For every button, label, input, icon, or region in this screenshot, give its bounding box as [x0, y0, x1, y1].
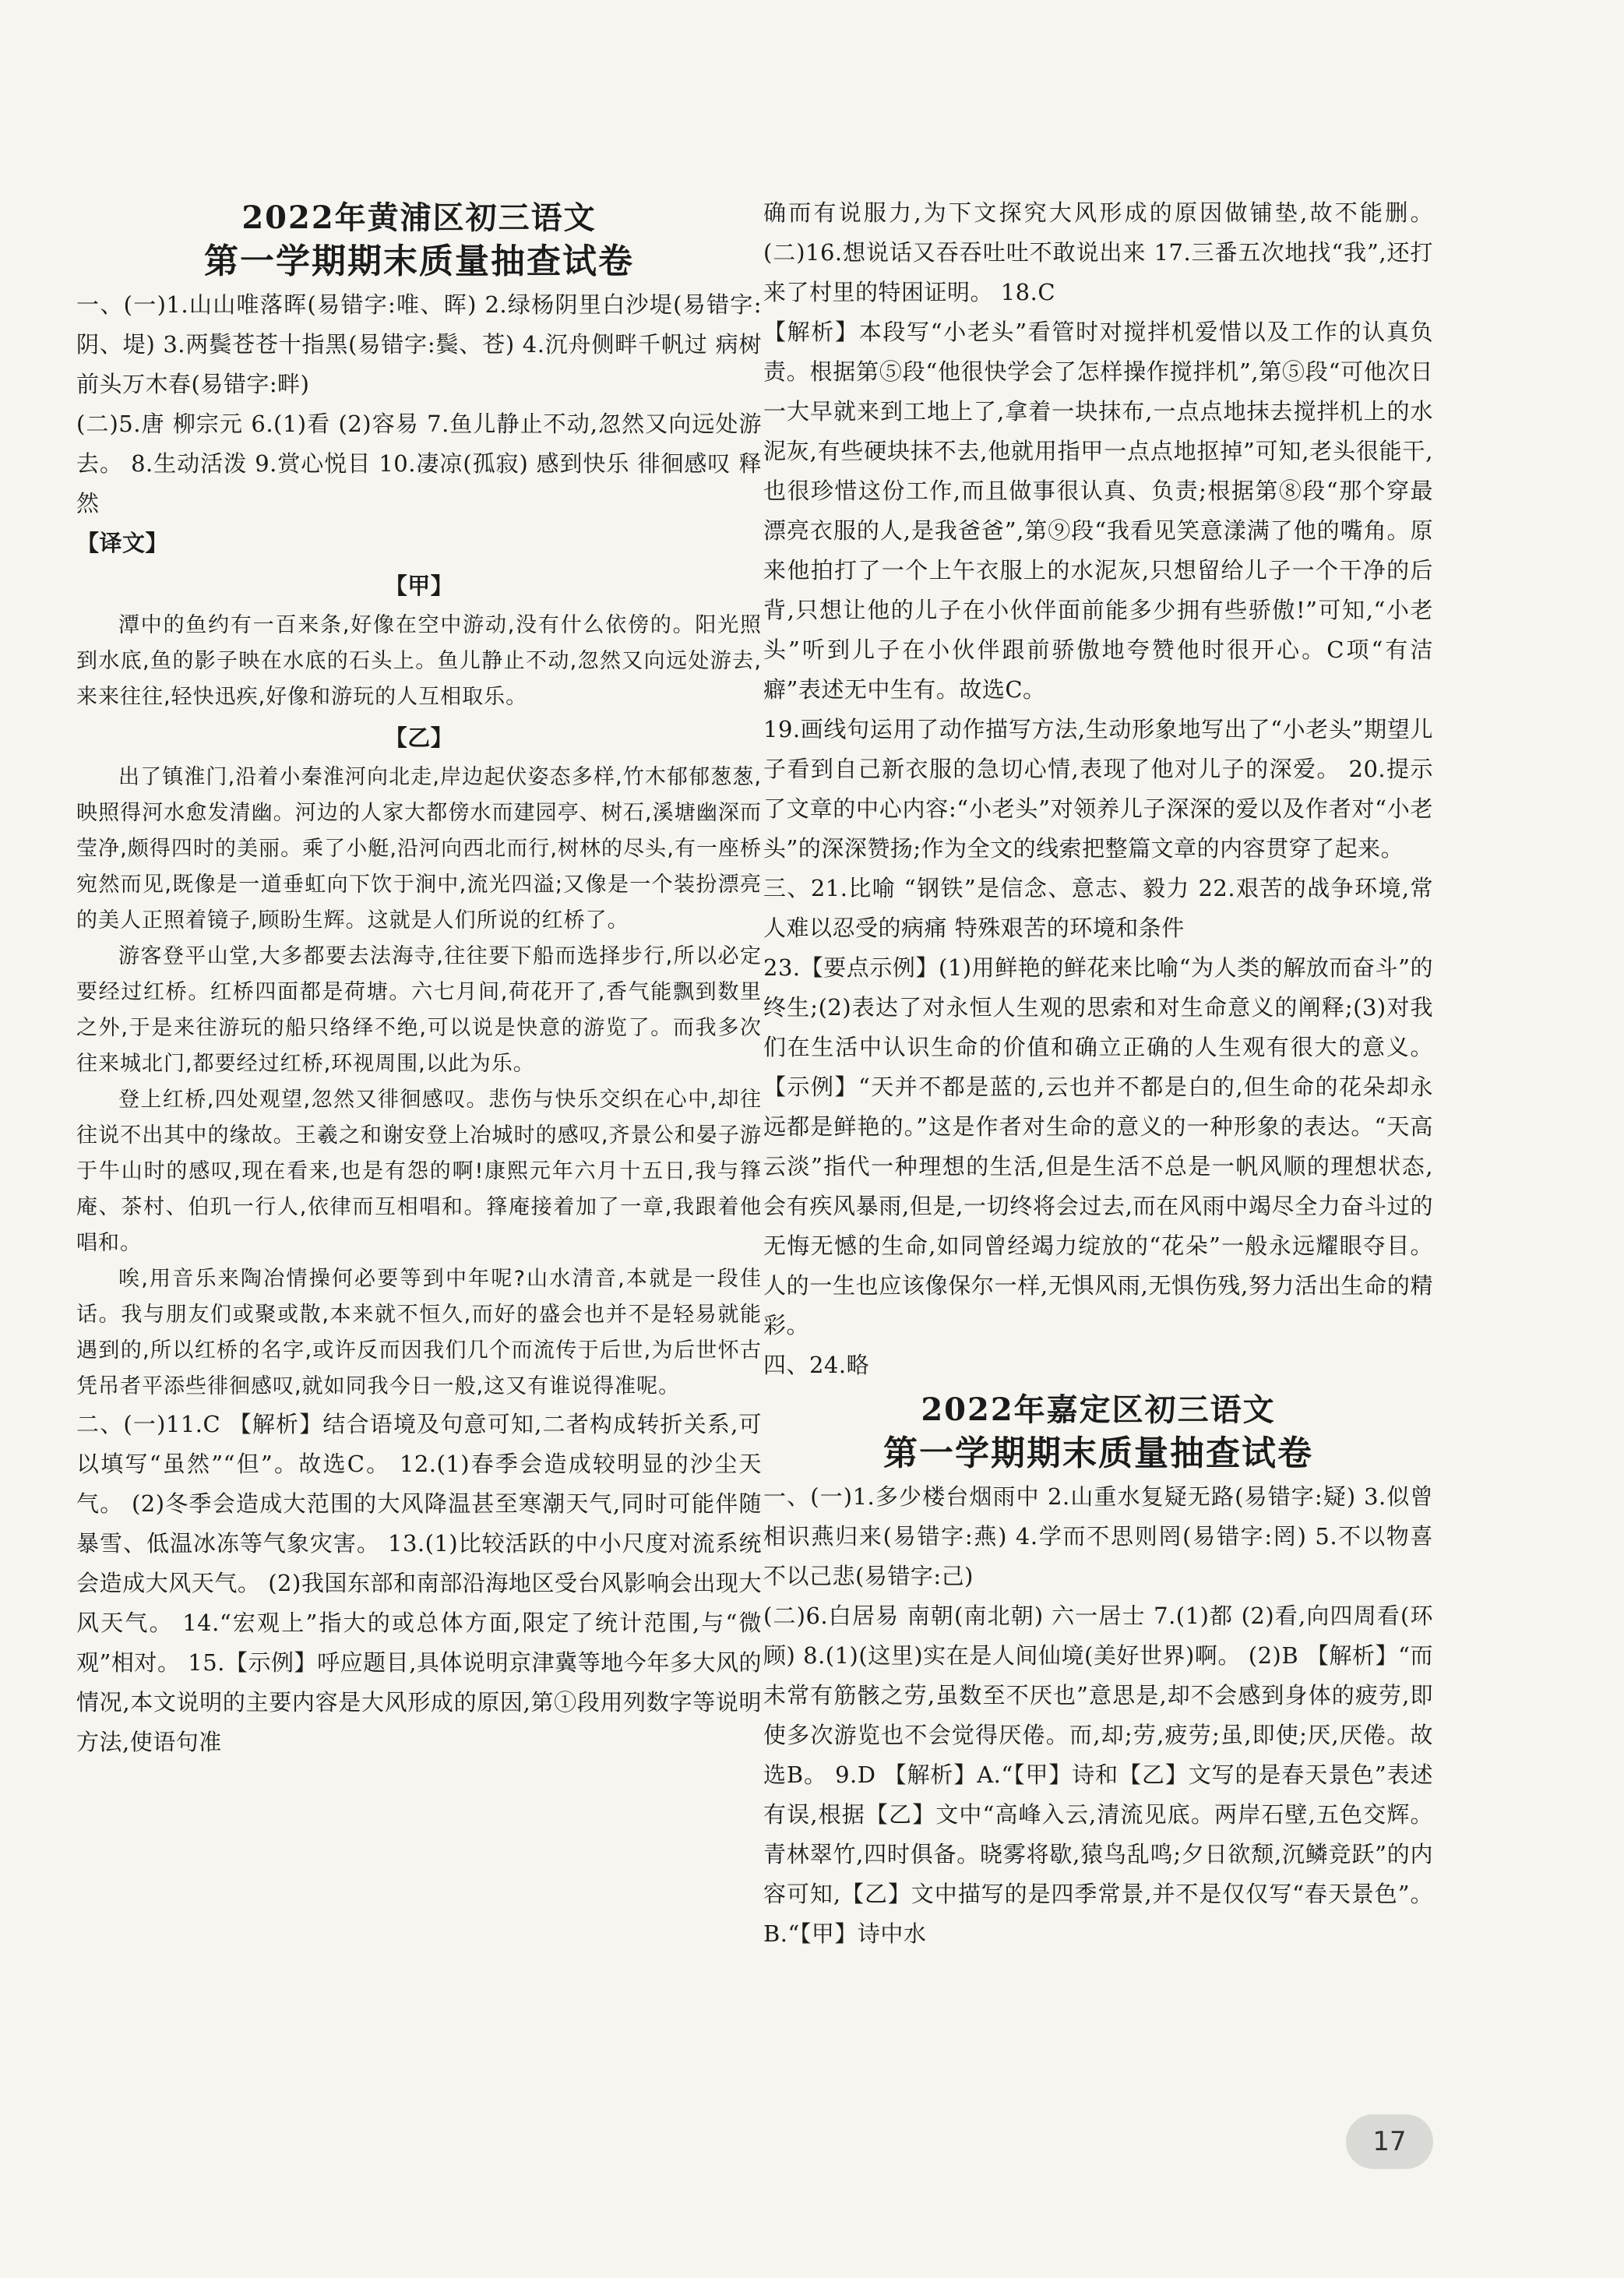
page-number: 17 [1346, 2114, 1433, 2169]
answer-paragraph: 确而有说服力,为下文探究大风形成的原因做铺垫,故不能删。 (二)16.想说话又吞吞吐吐不敢说出来 17.三番五次地找“我”,还打来了村里的特困证明。 18.C [763, 199, 1433, 305]
answer-paragraph: 19.画线句运用了动作描写方法,生动形象地写出了“小老头”期望儿子看到自己新衣服的急切心情,表现了他对儿子的深爱。 20.提示了文章的中心内容:“小老头”对领养儿子深深的爱以及作者对“小老头”的深深赞扬;作为全文的线索把整篇文章的内容贯穿了起来。 [763, 716, 1433, 862]
translation-paragraph: 出了镇淮门,沿着小秦淮河向北走,岸边起伏姿态多样,竹木郁郁葱葱,映照得河水愈发清幽。河边的人家大都傍水而建园亭、树石,溪塘幽深而莹净,颇得四时的美丽。乘了小艇,沿河向西北而行,树林的尽头,有一座桥宛然而见,既像是一道垂虹向下饮于涧中,流光四溢;又像是一个装扮漂亮的美人正照着镜子,顾盼生辉。这就是人们所说的红桥了。 [76, 765, 762, 933]
answer-paragraph: (二)6.白居易 南朝(南北朝) 六一居士 7.(1)都 (2)看,向四周看(环顾) 8.(1)(这里)实在是人间仙境(美好世界)啊。 (2)B 【解析】“而未常有筋骸之劳,虽数至不厌也”意思是,却不会感到身体的疲劳,即使多次游览也不会觉得厌倦。而,却;劳,疲劳;虽,即使;厌,厌倦。故选B。 9.D 【解析】A.“【甲】诗和【乙】文写的是春天景色”表述有误,根据【乙】文中“高峰入云,清流见底。两岸石壁,五色交辉。青林翠竹,四时俱备。晓雾将歇,猿鸟乱鸣;夕日欲颓,沉鳞竞跃”的内容可知,【乙】文中描写的是四季常景,并不是仅仅写“春天景色”。B.“【甲】诗中水 [763, 1603, 1433, 1947]
translation-paragraph: 唉,用音乐来陶冶情操何必要等到中年呢?山水清音,本就是一段佳话。我与朋友们或聚或散,本来就不恒久,而好的盛会也并不是轻易就能遇到的,所以红桥的名字,或许反而因我们几个而流传于后世,为后世怀古凭吊者平添些徘徊感叹,就如同我今日一般,这又有谁说得准呢。 [76, 1267, 762, 1398]
answer-paragraph: 23.【要点示例】(1)用鲜艳的鲜花来比喻“为人类的解放而奋斗”的终生;(2)表达了对永恒人生观的思索和对生命意义的阐释;(3)对我们在生活中认识生命的价值和确立正确的人生观有很大的意义。【示例】“天并不都是蓝的,云也并不都是白的,但生命的花朵却永远都是鲜艳的。”这是作者对生命的意义的一种形象的表达。“天高云淡”指代一种理想的生活,但是生活不总是一帆风顺的理想状态,会有疾风暴雨,但是,一切终将会过去,而在风雨中竭尽全力奋斗过的无悔无憾的生命,如同曾经竭力绽放的“花朵”一般永远耀眼夺目。人的一生也应该像保尔一样,无惧风雨,无惧伤残,努力活出生命的精彩。 [763, 954, 1433, 1338]
translation-paragraph: 游客登平山堂,大多都要去法海寺,往往要下船而选择步行,所以必定要经过红桥。红桥四面都是荷塘。六七月间,荷花开了,香气能飘到数里之外,于是来往游玩的船只络绎不绝,可以说是快意的游览了。而我多次往来城北门,都要经过红桥,环视周围,以此为乐。 [76, 944, 762, 1076]
answer-paragraph: 【解析】本段写“小老头”看管时对搅拌机爱惜以及工作的认真负责。根据第⑤段“他很快学会了怎样操作搅拌机”,第⑤段“可他次日一大早就来到工地上了,拿着一块抹布,一点点地抹去搅拌机上的水泥灰,有些硬块抹不去,他就用指甲一点点地抠掉”可知,老头很能干,也很珍惜这份工作,而且做事很认真、负责;根据第⑧段“那个穿最漂亮衣服的人,是我爸爸”,第⑨段“我看见笑意漾满了他的嘴角。原来他拍打了一个上午衣服上的水泥灰,只想留给儿子一个干净的后背,只想让他的儿子在小伙伴面前能多少拥有些骄傲!”可知,“小老头”听到儿子在小伙伴跟前骄傲地夸赞他时很开心。C项“有洁癖”表述无中生有。故选C。 [763, 319, 1433, 703]
jia-label: 【甲】 [384, 573, 454, 599]
exam-title-line1: 2022年黄浦区初三语文 [241, 199, 597, 236]
translation-label: 【译文】 [76, 530, 169, 556]
exam-title-line2: 第一学期期末质量抽查试卷 [883, 1433, 1313, 1473]
exam-title-line2: 第一学期期末质量抽查试卷 [204, 242, 634, 281]
right-column [763, 193, 1433, 2094]
answer-paragraph: 三、21.比喻 “钢铁”是信念、意志、毅力 22.艰苦的战争环境,常人难以忍受的病痛 特殊艰苦的环境和条件 [763, 875, 1433, 941]
answer-paragraph: 二、(一)11.C 【解析】结合语境及句意可知,二者构成转折关系,可以填写“虽然”“但”。故选C。 12.(1)春季会造成较明显的沙尘天气。 (2)冬季会造成大范围的大风降温甚至寒潮天气,同时可能伴随暴雪、低温冰冻等气象灾害。 13.(1)比较活跃的中小尺度对流系统会造成大风天气。 (2)我国东部和南部沿海地区受台风影响会出现大风天气。 14.“宏观上”指大的或总体方面,限定了统计范围,与“微观”相对。 15.【示例】呼应题目,具体说明京津冀等地今年多大风的情况,本文说明的主要内容是大风形成的原因,第①段用列数字等说明方法,使语句准 [76, 1411, 762, 1755]
answer-paragraph: 一、(一)1.多少楼台烟雨中 2.山重水复疑无路(易错字:疑) 3.似曾相识燕归来(易错字:燕) 4.学而不思则罔(易错字:罔) 5.不以物喜 不以己悲(易错字:己) [763, 1483, 1433, 1589]
exam-title-line1: 2022年嘉定区初三语文 [921, 1391, 1276, 1428]
answer-paragraph: (二)5.唐 柳宗元 6.(1)看 (2)容易 7.鱼儿静止不动,忽然又向远处游去。 8.生动活泼 9.赏心悦目 10.凄凉(孤寂) 感到快乐 徘徊感叹 释然 [76, 411, 762, 517]
left-column [76, 193, 762, 2094]
translation-paragraph: 潭中的鱼约有一百来条,好像在空中游动,没有什么依傍的。阳光照到水底,鱼的影子映在水底的石头上。鱼儿静止不动,忽然又向远处游去,来来往往,轻快迅疾,好像和游玩的人互相取乐。 [76, 613, 762, 709]
answer-paragraph: 一、(一)1.山山唯落晖(易错字:唯、晖) 2.绿杨阴里白沙堤(易错字:阴、堤) 3.两鬓苍苍十指黑(易错字:鬓、苍) 4.沉舟侧畔千帆过 病树前头万木春(易错字:畔) [76, 291, 762, 397]
answer-paragraph: 四、24.略 [763, 1352, 870, 1378]
translation-paragraph: 登上红桥,四处观望,忽然又徘徊感叹。悲伤与快乐交织在心中,却往往说不出其中的缘故。王羲之和谢安登上冶城时的感叹,齐景公和晏子游于牛山时的感叹,现在看来,也是有怨的啊!康熙元年六月十五日,我与箨庵、茶村、伯玑一行人,依律而互相唱和。箨庵接着加了一章,我跟着他唱和。 [76, 1088, 762, 1255]
yi-label: 【乙】 [384, 725, 454, 751]
